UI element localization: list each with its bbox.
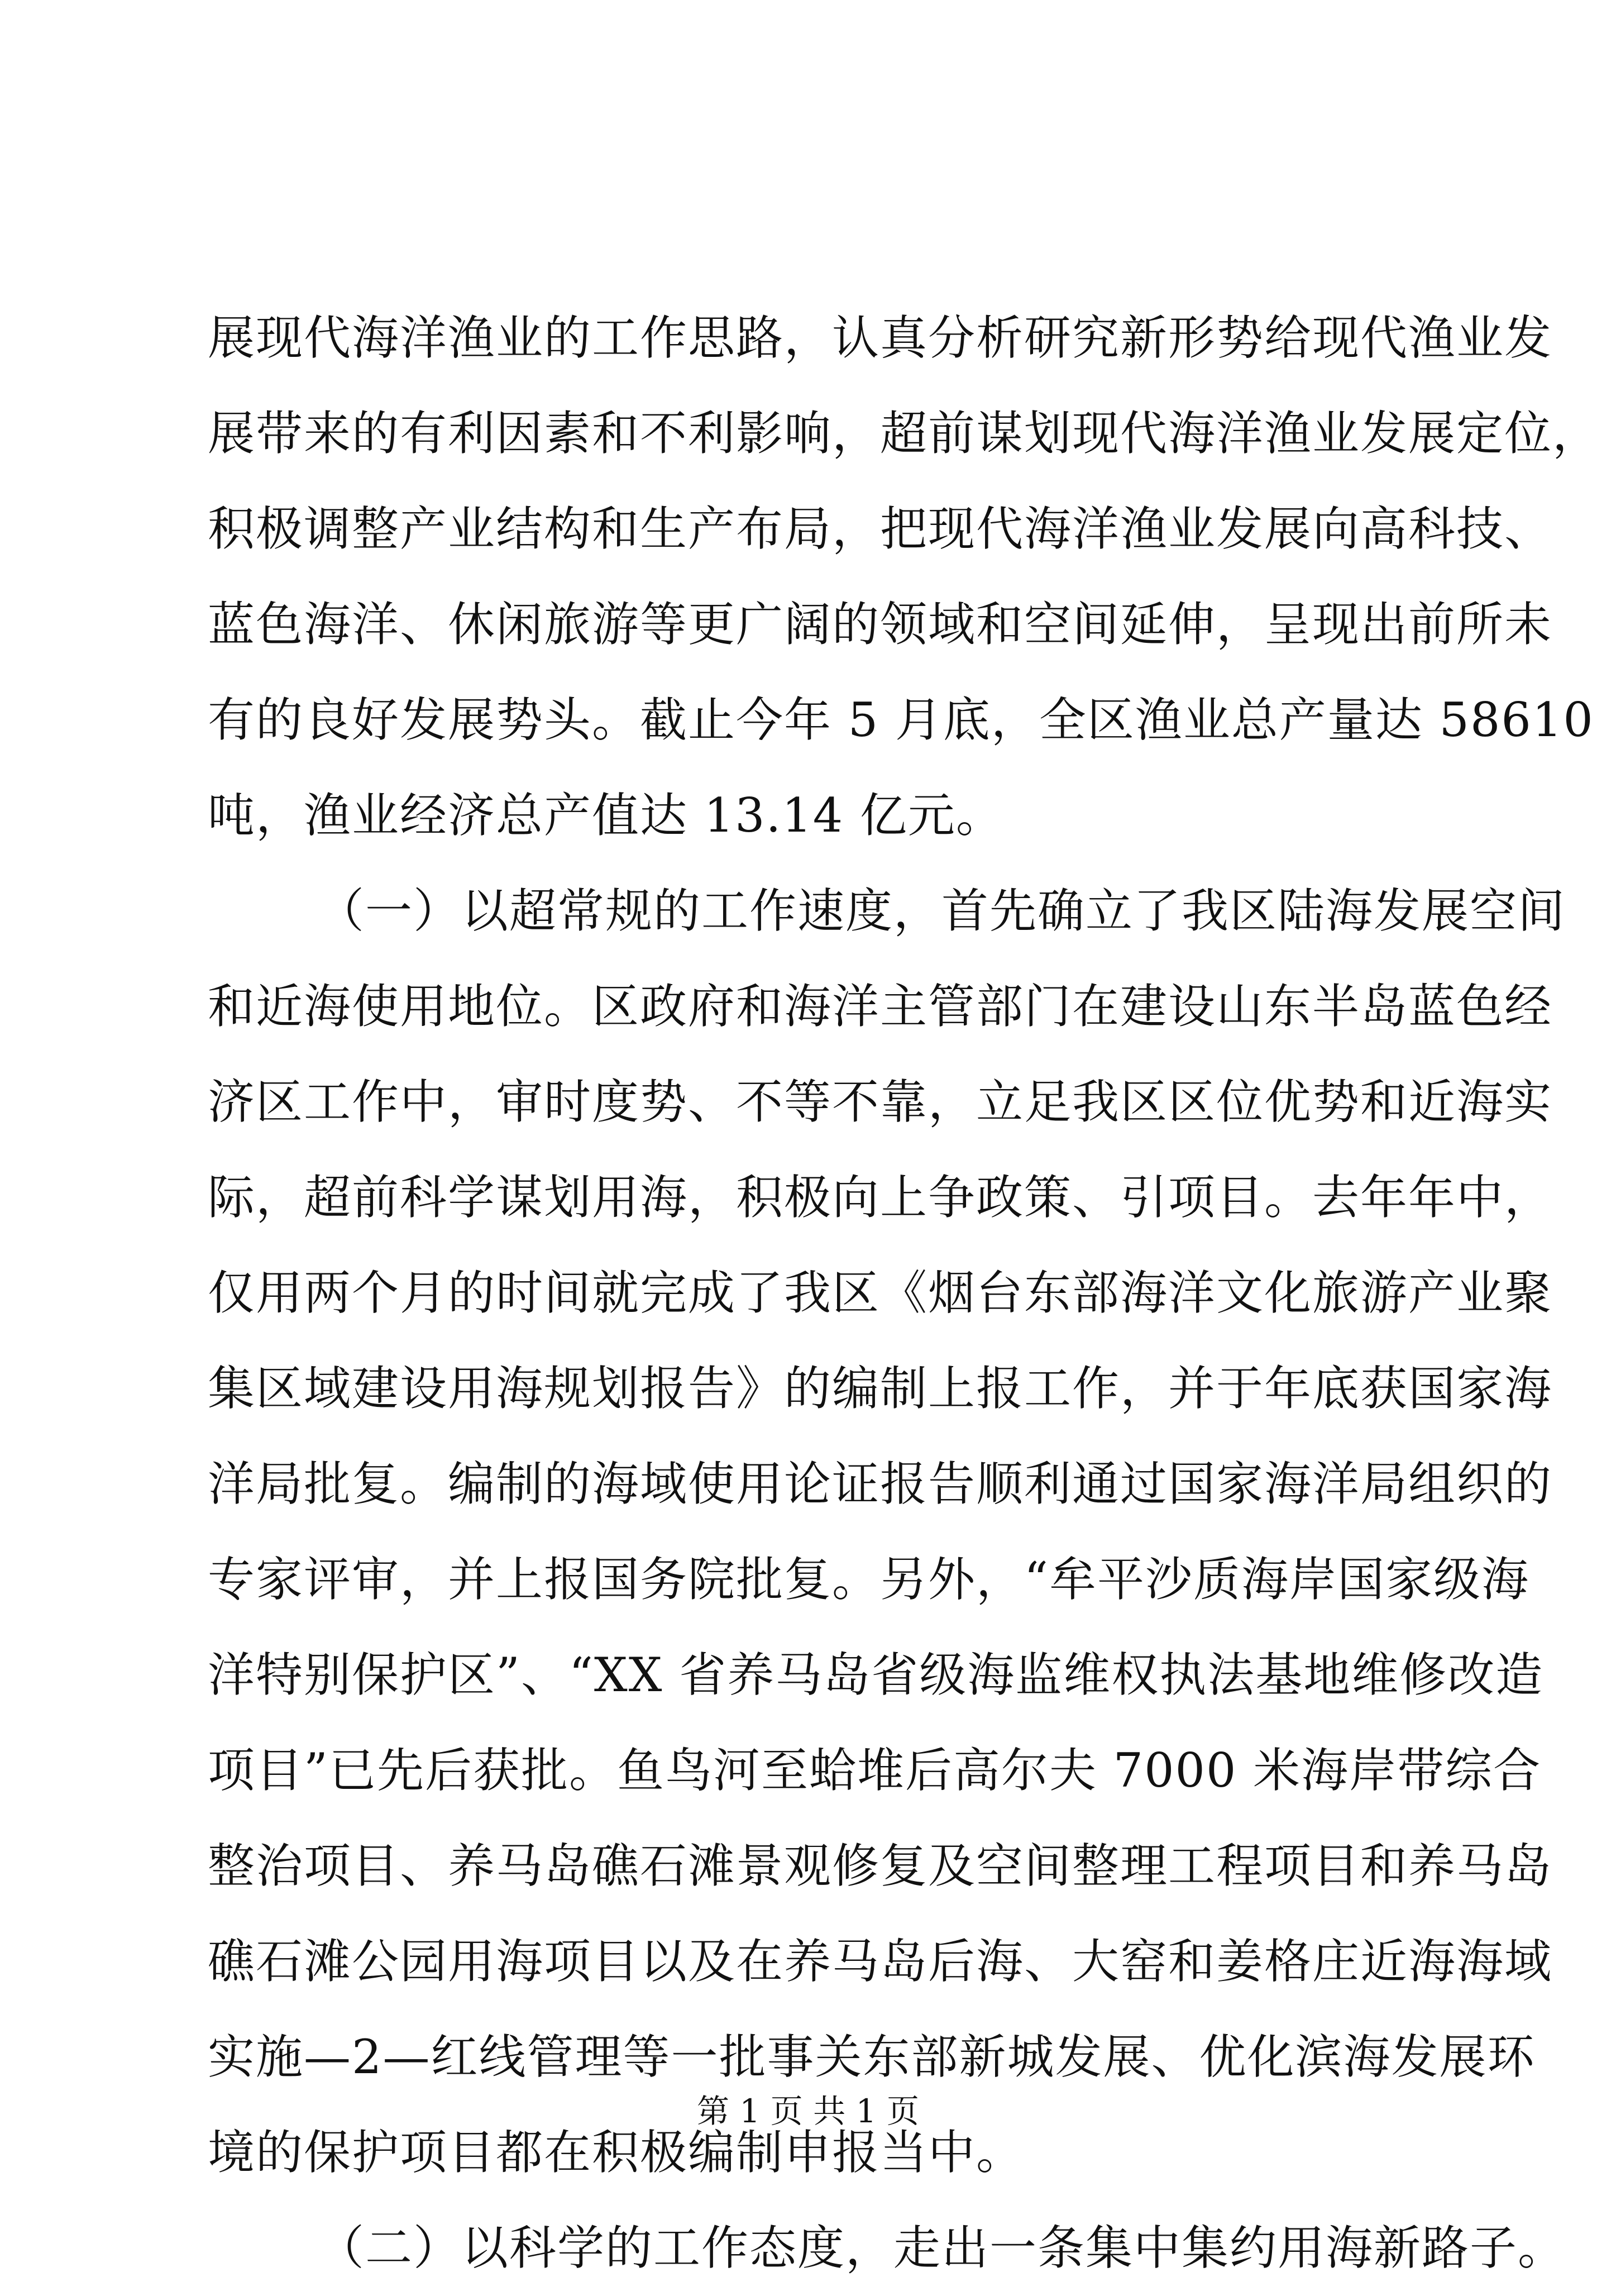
text-line: 有的良好发展势头。截止今年 5 月底，全区渔业总产量达 58610 <box>208 693 1594 747</box>
text-line: 境的保护项目都在积极编制申报当中。 <box>208 2125 1025 2180</box>
text-line: 洋特别保护区”、“XX 省养马岛省级海监维权执法基地维修改造 <box>208 1648 1544 1702</box>
text-line: 吨，渔业经济总产值达 13.14 亿元。 <box>208 788 1004 843</box>
text-line: 和近海使用地位。区政府和海洋主管部门在建设山东半岛蓝色经 <box>208 979 1553 1034</box>
text-line: 实施—2—红线管理等一批事关东部新城发展、优化滨海发展环 <box>208 2030 1536 2084</box>
text-line: 洋局批复。编制的海域使用论证报告顺利通过国家海洋局组织的 <box>208 1457 1553 1511</box>
text-line: 展带来的有利因素和不利影响，超前谋划现代海洋渔业发展定位， <box>208 406 1601 461</box>
text-line: 专家评审，并上报国务院批复。另外，“牟平沙质海岸国家级海 <box>208 1552 1529 1607</box>
text-line: 整治项目、养马岛礁石滩景观修复及空间整理工程项目和养马岛 <box>208 1839 1553 1893</box>
text-line: 积极调整产业结构和生产布局，把现代海洋渔业发展向高科技、 <box>208 502 1553 556</box>
text-line: 礁石滩公园用海项目以及在养马岛后海、大窑和姜格庄近海海域 <box>208 1934 1553 1989</box>
text-line: 项目”已先后获批。鱼鸟河至蛤堆后高尔夫 7000 米海岸带综合 <box>208 1743 1542 1798</box>
text-line: 济区工作中，审时度势、不等不靠，立足我区区位优势和近海实 <box>208 1075 1553 1129</box>
text-line: 展现代海洋渔业的工作思路，认真分析研究新形势给现代渔业发 <box>208 311 1553 365</box>
page-footer: 第 1 页 共 1 页 <box>697 2092 919 2130</box>
text-line: 蓝色海洋、休闲旅游等更广阔的领域和空间延伸，呈现出前所未 <box>208 597 1553 652</box>
paragraph-start-line: （一）以超常规的工作速度，首先确立了我区陆海发展空间 <box>317 884 1566 938</box>
paragraph-start-line: （二）以科学的工作态度，走出一条集中集约用海新路子。 <box>317 2221 1566 2275</box>
body-text <box>208 290 1601 2296</box>
text-line: 际，超前科学谋划用海，积极向上争政策、引项目。去年年中， <box>208 1170 1553 1225</box>
text-line: 集区域建设用海规划报告》的编制上报工作，并于年底获国家海 <box>208 1361 1553 1416</box>
text-line: 仅用两个月的时间就完成了我区《烟台东部海洋文化旅游产业聚 <box>208 1266 1553 1320</box>
